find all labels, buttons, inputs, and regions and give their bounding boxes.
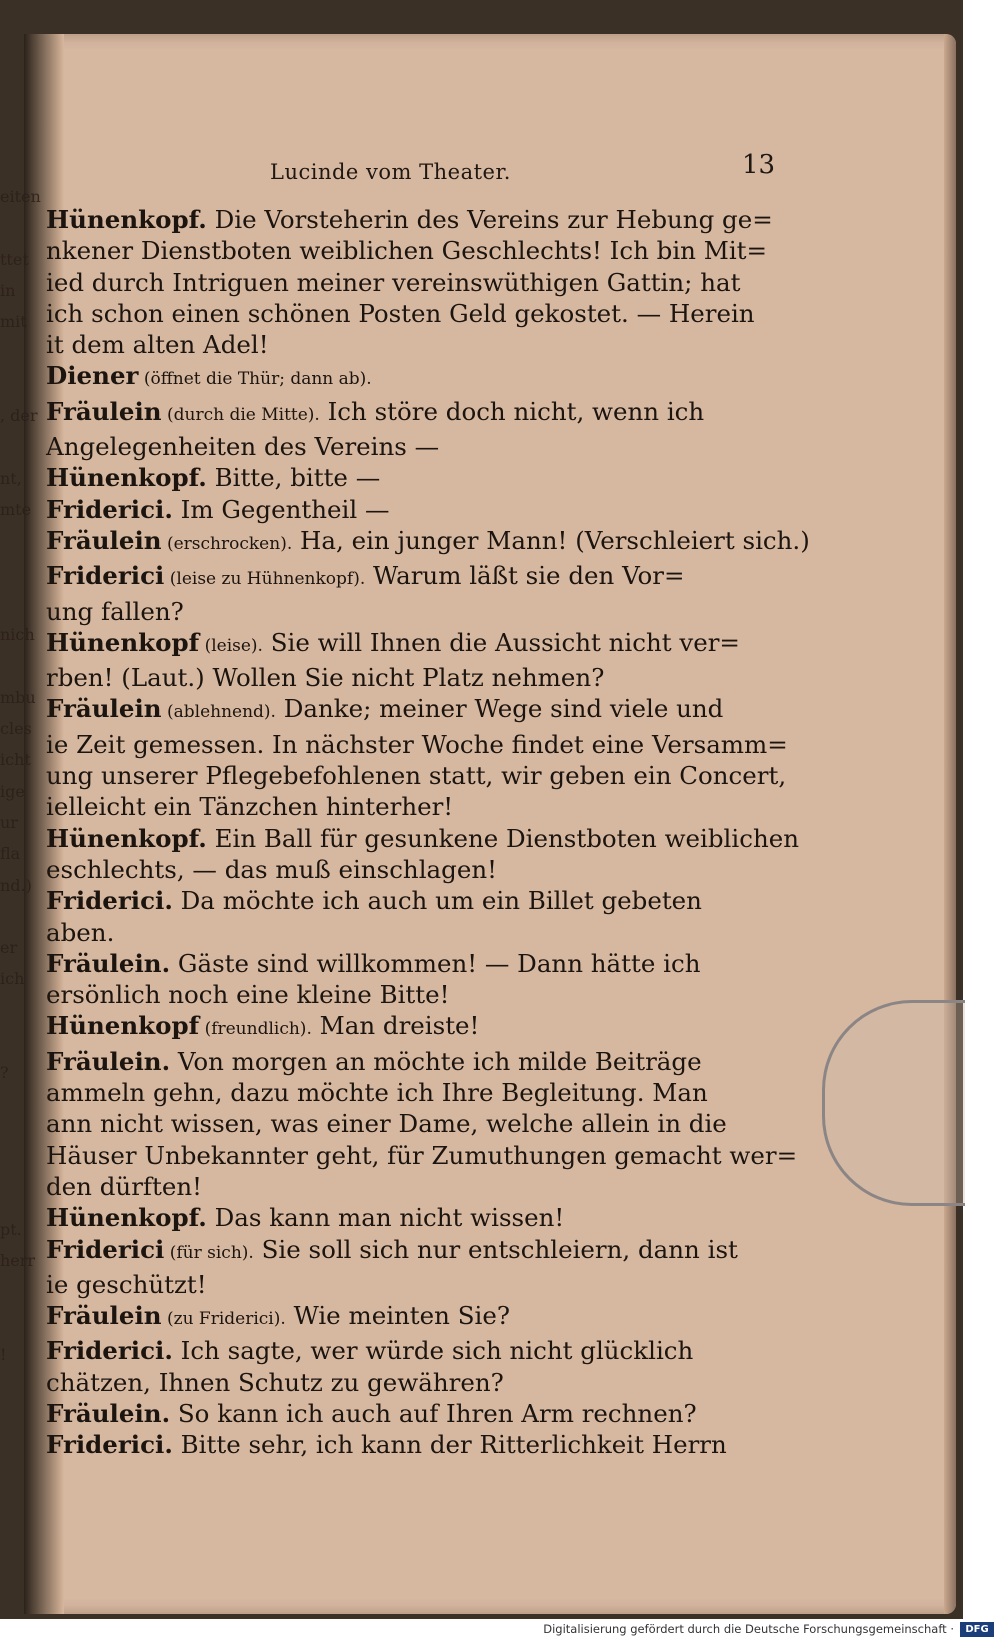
line-text: ammeln gehn, dazu möchte ich Ihre Begleitung. Man [46,1078,708,1108]
text-line [46,1077,786,1108]
prev-page-fragment [0,1369,40,1400]
line-text: ied durch Intriguen meiner vereinswüthigen Gattin; hat [46,267,741,297]
prev-page-fragment [0,336,40,367]
stage-direction: (zu Friderici). [161,1309,286,1330]
prev-page-fragment: er [0,938,18,958]
page-fold-shadow [822,1000,965,1206]
stage-direction: (für sich). [164,1242,254,1263]
line-text: Das kann man nicht wissen! [206,1203,565,1233]
line-text: ielleicht ein Tänzchen hinterher! [46,792,454,822]
prev-page-fragment [0,587,40,618]
line-text: Ein Ball für gesunkene Dienstboten weiblichen [206,823,800,853]
speaker-name: Friderici [46,561,165,591]
text-line [46,1367,786,1398]
running-title: Lucinde vom Theater. [270,160,511,184]
line-text: Ich störe doch nicht, wenn ich [319,396,705,426]
speaker-name: Hünenkopf. [46,823,207,853]
speaker-name: Hünenkopf [46,1011,200,1041]
line-text: rben! (Laut.) Wollen Sie nicht Platz nehmen? [46,663,605,693]
prev-page-fragment: mbu [0,687,36,707]
line-text: ung unserer Pflegebefohlenen statt, wir geben ein Concert, [46,761,787,791]
text-line [46,1202,786,1233]
line-text: ich schon einen schönen Posten Geld gekostet. — Herein [46,298,755,328]
line-text: ie geschützt! [46,1269,207,1299]
line-text: it dem alten Adel! [46,330,269,360]
speaker-name: Hünenkopf [46,627,200,657]
line-text: Häuser Unbekannter geht, für Zumuthungen gemacht wer= [46,1140,798,1170]
text-line [46,267,786,298]
text-line [46,1234,786,1269]
line-text: Ich sagte, wer würde sich nicht glücklich [172,1336,694,1366]
line-text: Man dreiste! [311,1011,480,1041]
prev-page-fragment: fla [0,844,21,864]
line-text: ie Zeit gemessen. In nächster Woche findet eine Versamm= [46,729,788,759]
prev-page-fragment [0,1182,40,1213]
speaker-name: Friderici. [46,1336,173,1366]
line-text: Die Vorsteherin des Vereins zur Hebung ge= [206,205,773,234]
text-line [46,791,786,822]
text-line [46,627,786,662]
prev-page-fragment: , der [0,406,38,426]
line-text: ersönlich noch eine kleine Bitte! [46,980,450,1010]
prev-page-fragment [0,900,40,931]
stage-direction: (öffnet die Thür; dann ab). [138,369,372,390]
prev-page-fragment [0,556,40,587]
prev-page-fragment: ttet [0,249,29,269]
text-line [46,525,810,560]
page-number: 13 [742,150,776,180]
text-line [46,854,786,885]
prev-page-fragment: mit [0,312,27,332]
text-line [46,729,786,760]
text-line [46,1335,786,1366]
prev-page-fragment [0,1088,40,1119]
footer-credit: Digitalisierung gefördert durch die Deutsche Forschungsgemeinschaft · [543,1622,954,1636]
text-line [46,596,786,627]
prev-page-fragment [0,649,40,680]
speaker-name: Hünenkopf. [46,205,207,234]
prev-page-fragment [0,1150,40,1181]
stage-direction: (leise zu Hühnenkopf). [164,569,366,590]
speaker-name: Friderici [46,1234,165,1264]
speaker-name: Friderici. [46,1430,173,1460]
speaker-name: Fräulein [46,525,162,555]
line-text: Gäste sind willkommen! — Dann hätte ich [170,948,701,978]
line-text: ung fallen? [46,596,184,626]
line-text: Warum läßt sie den Vor= [365,561,685,591]
prev-page-fragment [0,1307,40,1338]
line-text: Bitte, bitte — [206,463,381,493]
text-line [46,948,786,979]
speaker-name: Hünenkopf. [46,463,207,493]
stage-direction: (ablehnend). [161,702,276,723]
line-text: Wie meinten Sie? [285,1301,510,1331]
line-text: nkener Dienstboten weiblichen Geschlechts! Ich bin Mit= [46,236,768,266]
page-edge [944,34,956,1614]
prev-page-fragment [0,211,40,242]
line-text: Sie will Ihnen die Aussicht nicht ver= [262,627,740,657]
prev-page-fragment: cles [0,719,32,739]
line-text: ann nicht wissen, was einer Dame, welche allein in die [46,1109,727,1139]
text-line [46,235,786,266]
stage-direction: (durch die Mitte). [161,404,320,425]
text-line [46,396,786,431]
prev-page-fragment [0,1275,40,1306]
prev-page-fragment [0,368,40,399]
speaker-name: Fräulein [46,694,162,724]
line-text: So kann ich auch auf Ihren Arm rechnen? [170,1398,697,1428]
speaker-name: Friderici. [46,886,173,916]
line-text: chätzen, Ihnen Schutz zu gewähren? [46,1367,504,1397]
text-line [46,560,786,595]
speaker-name: Diener [46,361,139,391]
text-line [46,823,800,854]
text-line [46,1398,786,1429]
prev-page-fragment: ur [0,812,18,832]
line-text: aben. [46,917,115,947]
text-line [46,1171,786,1202]
prev-page-fragment: nt, [0,468,22,488]
text-line [46,693,786,728]
text-line [46,1010,786,1045]
text-line [46,204,786,235]
text-line [46,917,786,948]
prev-page-fragment: ige [0,781,25,801]
line-text: Danke; meiner Wege sind viele und [275,694,724,724]
speaker-name: Fräulein [46,396,162,426]
text-line [46,360,786,395]
speaker-name: Hünenkopf. [46,1203,207,1233]
prev-page-fragment [0,1025,40,1056]
prev-page-fragment [0,430,40,461]
prev-page-fragment: ! [0,1344,7,1364]
line-text: eschlechts, — das muß einschlagen! [46,854,497,884]
speaker-name: Fräulein. [46,1046,171,1076]
text-line [46,1108,786,1139]
prev-page-fragment: nd.) [0,875,32,895]
prev-page-fragment: eiten [0,187,41,206]
play-text [46,204,810,1461]
text-line [46,885,786,916]
prev-page-fragment: icht [0,750,31,770]
text-line [46,1046,786,1077]
dfg-logo: DFG [960,1622,994,1637]
line-text: den dürften! [46,1171,202,1201]
speaker-name: Fräulein. [46,1398,171,1428]
line-text: Ha, ein junger Mann! (Verschleiert sich.) [292,525,810,555]
prev-page-fragment: mte [0,499,32,519]
text-line [46,662,786,693]
text-line [46,329,786,360]
line-text: Angelegenheiten des Vereins — [46,432,440,462]
prev-page-fragment: ich [0,969,25,989]
line-text: Im Gegentheil — [172,494,390,524]
text-line [46,462,786,493]
prev-page-fragment: nich [0,625,35,645]
text-line [46,1140,798,1171]
speaker-name: Fräulein. [46,948,171,978]
stage-direction: (leise). [199,635,263,656]
prev-page-fragment: ? [0,1063,9,1083]
line-text: Von morgen an möchte ich milde Beiträge [170,1046,702,1076]
text-line [46,298,786,329]
text-line [46,1300,786,1335]
text-line [46,1269,786,1300]
line-text: Bitte sehr, ich kann der Ritterlichkeit Herrn [172,1430,727,1460]
speaker-name: Friderici. [46,494,173,524]
prev-page-fragment: pt. [0,1219,22,1239]
prev-page-fragment [0,524,40,555]
prev-page-fragment: herr [0,1251,36,1271]
stage-direction: (freundlich). [199,1019,312,1040]
line-text: Da möchte ich auch um ein Billet gebeten [172,886,702,916]
prev-page-fragment [0,994,40,1025]
text-line [46,979,786,1010]
prev-page-fragment [0,1119,40,1150]
stage-direction: (erschrocken). [161,533,293,554]
text-line [46,494,786,525]
previous-page-fragments [0,180,41,1364]
text-line [46,1429,786,1460]
prev-page-fragment: in [0,280,16,300]
footer-bar [0,1619,1000,1641]
speaker-name: Fräulein [46,1301,162,1331]
line-text: Sie soll sich nur entschleiern, dann ist [253,1234,738,1264]
text-line [46,760,786,791]
text-line [46,431,786,462]
